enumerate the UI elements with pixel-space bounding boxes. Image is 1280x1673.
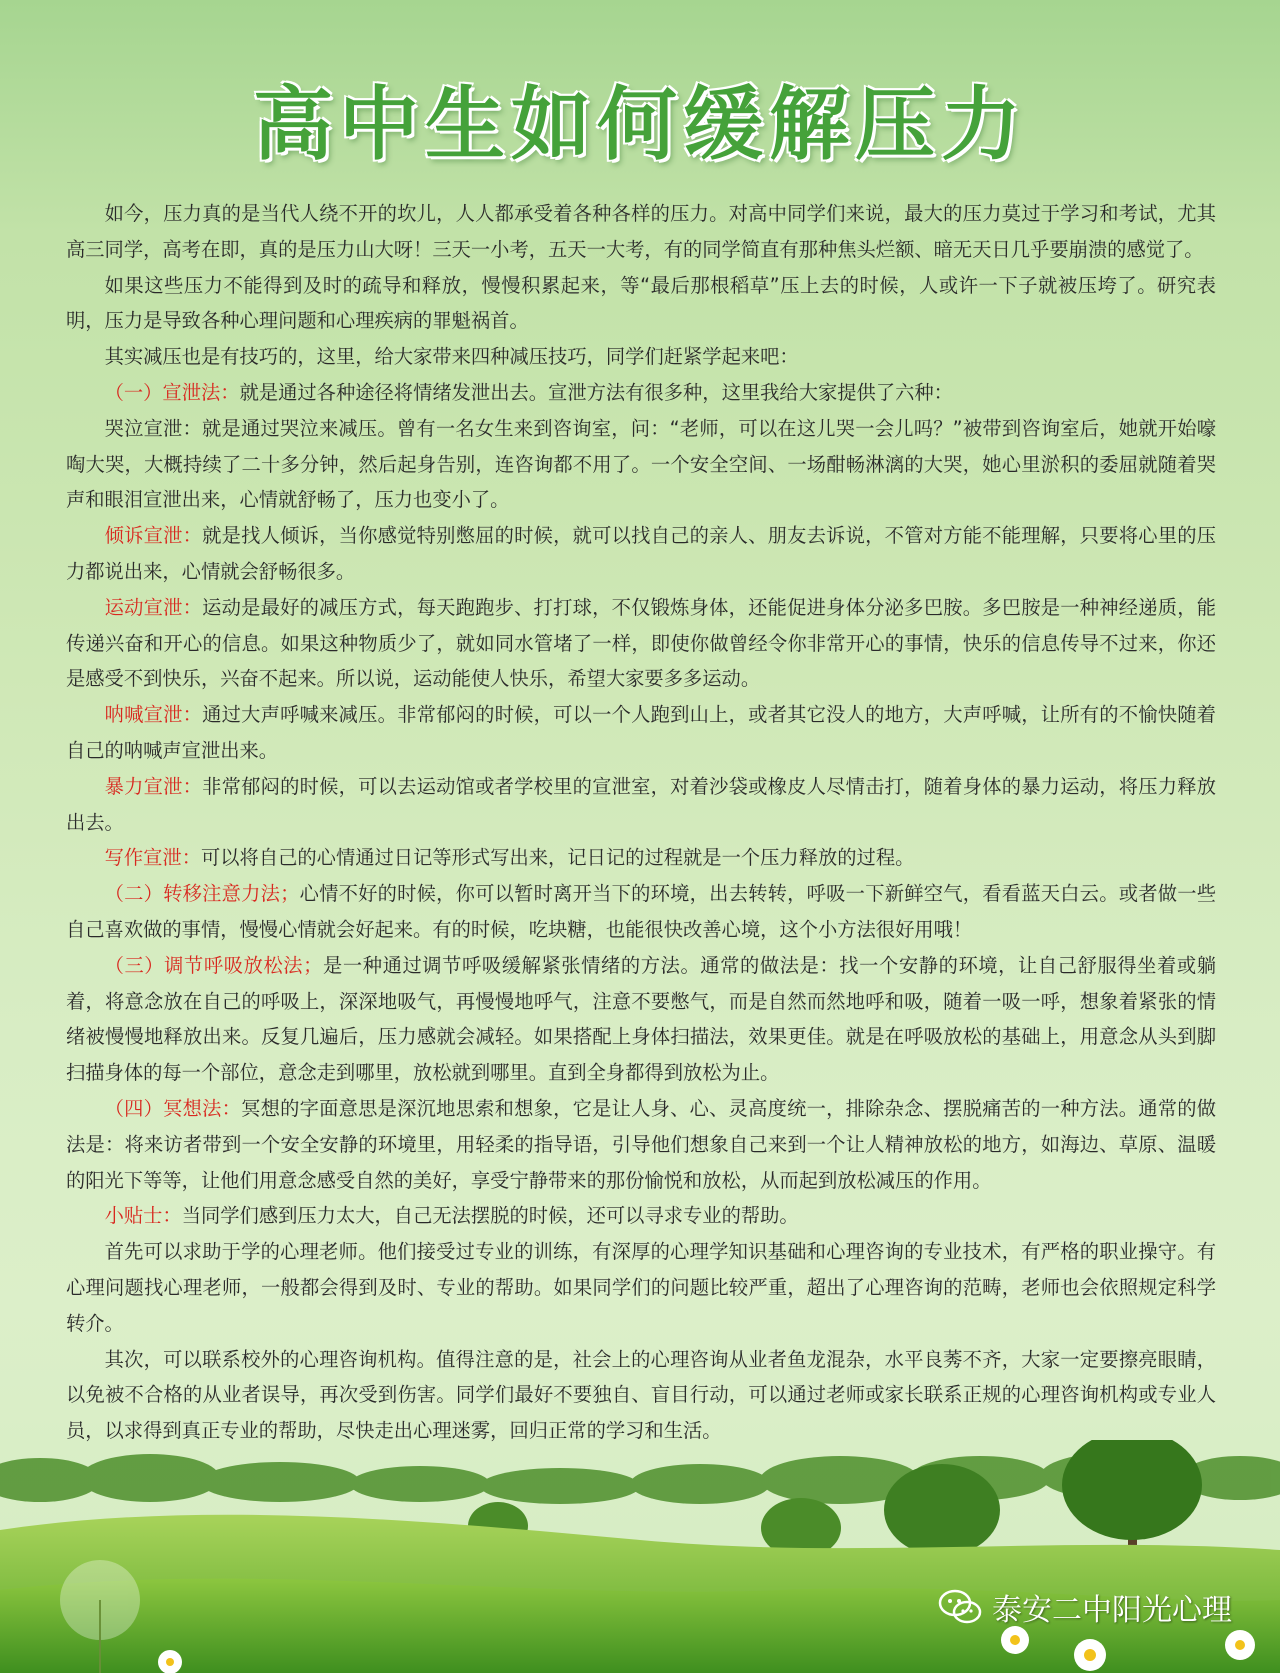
paragraph-text: 当同学们感到压力太大，自己无法摆脱的时候，还可以寻求专业的帮助。 [181, 1204, 799, 1228]
paragraph-label: 运动宣泄： [104, 595, 203, 619]
meadow-scenery [0, 1440, 1280, 1673]
paragraph [66, 769, 1216, 841]
paragraph [66, 1342, 1216, 1449]
paragraph-text: 心情不好的时候，你可以暂时离开当下的环境，出去转转，呼吸一下新鲜空气，看看蓝天白云。或者做一些自己喜欢做的事情，慢慢心情就会好起来。有的时候，吃块糖，也能很快改善心境，这个小方法很好用哦！ [66, 882, 1217, 941]
paragraph [66, 590, 1216, 697]
paragraph [66, 375, 1216, 411]
article-body [66, 196, 1216, 1449]
watermark [938, 1585, 1232, 1629]
paragraph [66, 948, 1216, 1091]
paragraph-text: 如今，压力真的是当代人绕不开的坎儿，人人都承受着各种各样的压力。对高中同学们来说，最大的压力莫过于学习和考试，尤其高三同学，高考在即，真的是压力山大呀！三天一小考，五天一大考，有的同学简直有那种焦头烂额、暗无天日几乎要崩溃的感觉了。 [66, 202, 1216, 261]
paragraph [66, 339, 1216, 375]
paragraph [66, 1234, 1216, 1341]
paragraph-text: 首先可以求助于学的心理老师。他们接受过专业的训练，有深厚的心理学知识基础和心理咨询的专业技术，有严格的职业操守。有心理问题找心理老师，一般都会得到及时、专业的帮助。如果同学们的问题比较严重，超出了心理咨询的范畴，老师也会依照规定科学转介。 [66, 1240, 1216, 1335]
watermark-text: 泰安二中阳光心理 [992, 1593, 1232, 1628]
paragraph-text: 运动是最好的减压方式，每天跑跑步、打打球，不仅锻炼身体，还能促进身体分泌多巴胺。多巴胺是一种神经递质，能传递兴奋和开心的信息。如果这种物质少了，就如同水管堵了一样，即使你做曾经令你非常开心的事情，快乐的信息传导不过来，你还是感受不到快乐，兴奋不起来。所以说，运动能使人快乐，希望大家要多多运动。 [66, 595, 1216, 691]
paragraph-text: 是一种通过调节呼吸缓解紧张情绪的方法。通常的做法是：找一个安静的环境，让自己舒服得坐着或躺着，将意念放在自己的呼吸上，深深地吸气，再慢慢地呼气，注意不要憋气，而是自然而然地呼和吸，随着一吸一呼，想象着紧张的情绪被慢慢地释放出来。反复几遍后，压力感就会减轻。如果搭配上身体扫描法，效果更佳。就是在呼吸放松的基础上，用意念从头到脚扫描身体的每一个部位，意念走到哪里，放松就到哪里。直到全身都得到放松为止。 [66, 953, 1217, 1085]
paragraph [66, 876, 1216, 948]
paragraph-label: （四）冥想法： [104, 1096, 242, 1120]
paragraph-text: 可以将自己的心情通过日记等形式写出来，记日记的过程就是一个压力释放的过程。 [201, 846, 915, 870]
paragraph [66, 411, 1216, 518]
paragraph-text: 就是通过各种途径将情绪发泄出去。宣泄方法有很多种，这里我给大家提供了六种： [239, 380, 953, 404]
paragraph [66, 840, 1216, 876]
wechat-icon [938, 1587, 982, 1627]
paragraph [66, 268, 1216, 340]
paragraph [66, 196, 1216, 268]
paragraph [66, 1198, 1216, 1234]
paragraph [66, 1091, 1216, 1198]
paragraph-text: 非常郁闷的时候，可以去运动馆或者学校里的宣泄室，对着沙袋或橡皮人尽情击打，随着身体的暴力运动，将压力释放出去。 [66, 774, 1216, 834]
paragraph-label: 暴力宣泄： [104, 774, 203, 798]
paragraph-text: 通过大声呼喊来减压。非常郁闷的时候，可以一个人跑到山上，或者其它没人的地方，大声呼喊，让所有的不愉快随着自己的呐喊声宣泄出来。 [66, 703, 1216, 762]
paragraph [66, 697, 1216, 769]
paragraph-label: （二）转移注意力法； [104, 882, 300, 906]
paragraph-text: 冥想的字面意思是深沉地思索和想象，它是让人身、心、灵高度统一，排除杂念、摆脱痛苦的一种方法。通常的做法是：将来访者带到一个安全安静的环境里，用轻柔的指导语，引导他们想象自己来到一个让人精神放松的地方，如海边、草原、温暖的阳光下等等，让他们用意念感受自然的美好，享受宁静带来的那份愉悦和放松，从而起到放松减压的作用。 [66, 1096, 1216, 1192]
paragraph-text: 哭泣宣泄：就是通过哭泣来减压。曾有一名女生来到咨询室，问：“老师，可以在这儿哭一会儿吗？”被带到咨询室后，她就开始嚎啕大哭，大概持续了二十多分钟，然后起身告别，连咨询都不用了。一个安全空间、一场酣畅淋漓的大哭，她心里淤积的委屈就随着哭声和眼泪宣泄出来，心情就舒畅了，压力也变小了。 [66, 416, 1216, 512]
paragraph-label: （一）宣泄法： [104, 380, 240, 404]
paragraph-text: 其实减压也是有技巧的，这里，给大家带来四种减压技巧，同学们赶紧学起来吧： [104, 345, 799, 369]
paragraph-label: 呐喊宣泄： [104, 703, 203, 727]
paragraph-label: 小贴士： [104, 1204, 182, 1228]
paragraph-label: （三）调节呼吸放松法； [104, 953, 323, 977]
paragraph-label: 写作宣泄： [104, 846, 201, 870]
paragraph-text: 其次，可以联系校外的心理咨询机构。值得注意的是，社会上的心理咨询从业者鱼龙混杂，水平良莠不齐，大家一定要擦亮眼睛，以免被不合格的从业者误导，再次受到伤害。同学们最好不要独自、盲目行动，可以通过老师或家长联系正规的心理咨询机构或专业人员，以求得到真正专业的帮助，尽快走出心理迷雾，回归正常的学习和生活。 [66, 1347, 1216, 1443]
paragraph-label: 倾诉宣泄： [104, 524, 203, 548]
paragraph [66, 518, 1216, 590]
paragraph-text: 如果这些压力不能得到及时的疏导和释放，慢慢积累起来，等“最后那根稻草”压上去的时候，人或许一下子就被压垮了。研究表明，压力是导致各种心理问题和心理疾病的罪魁祸首。 [66, 273, 1216, 333]
paragraph-text: 就是找人倾诉，当你感觉特别憋屈的时候，就可以找自己的亲人、朋友去诉说，不管对方能不能理解，只要将心里的压力都说出来，心情就会舒畅很多。 [66, 524, 1216, 583]
page-title: 高中生如何缓解压力 [253, 78, 1027, 171]
